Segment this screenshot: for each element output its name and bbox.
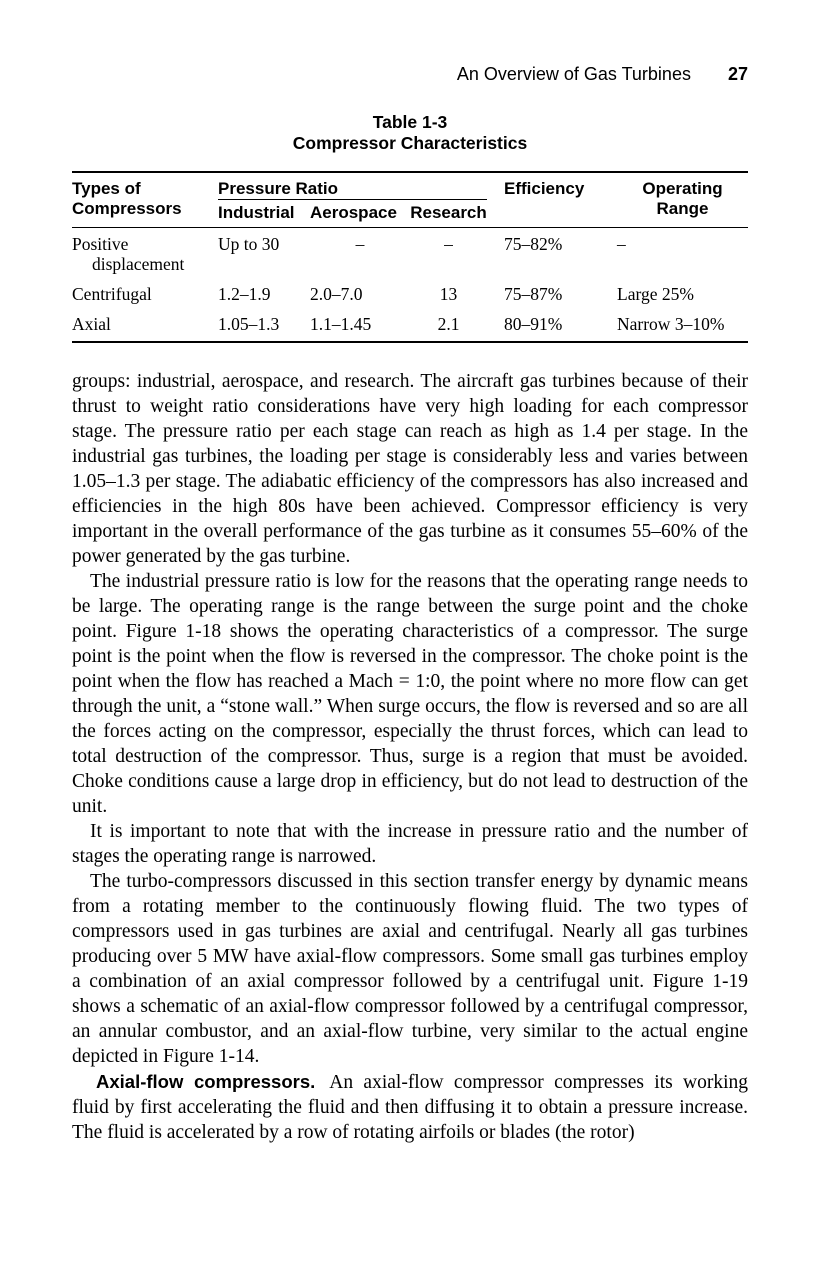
cell-operating-range: –	[617, 234, 626, 254]
cell-aerospace: 2.0–7.0	[310, 284, 363, 304]
cell-efficiency: 75–87%	[504, 284, 563, 304]
col-header-industrial: Industrial	[218, 200, 310, 228]
col-header-operating-line2: Range	[656, 199, 709, 218]
cell-industrial: Up to 30	[218, 234, 280, 254]
paragraph-axial-flow-compressors	[72, 1069, 748, 1145]
cell-type: Centrifugal	[72, 284, 152, 304]
body-text-block	[72, 369, 748, 1145]
cell-type-line2: displacement	[92, 254, 185, 274]
running-header-title: An Overview of Gas Turbines	[456, 64, 691, 84]
col-header-efficiency: Efficiency	[487, 172, 617, 228]
cell-aerospace: 1.1–1.45	[310, 314, 372, 334]
cell-type-line1: Positive	[72, 234, 129, 254]
table-row-axial	[72, 304, 748, 342]
cell-type: Axial	[72, 314, 111, 334]
col-header-types-of-compressors	[72, 172, 218, 228]
paragraph-turbo-compressors: The turbo-compressors discussed in this section transfer energy by dynamic means from a rotating member to the continuously flowing fluid. The two types of compressors used in gas turbines are axial and centrifugal. Nearly all gas turbines producing over 5 MW have axial-flow compressors. Some small gas turbines employ a combination of an axial compressor followed by a centrifugal unit. Figure 1-19 shows a schematic of an axial-flow compressor followed by a centrifugal compressor, an annular combustor, and an axial-flow turbine, very similar to the actual engine depicted in Figure 1-14.	[72, 871, 748, 1067]
col-header-operating-line1: Operating	[642, 179, 723, 198]
cell-industrial: 1.05–1.3	[218, 314, 280, 334]
cell-research: 2.1	[437, 314, 460, 334]
col-header-operating-range	[617, 172, 748, 228]
cell-operating-range: Narrow 3–10%	[617, 314, 725, 334]
paragraph-continuation: groups: industrial, aerospace, and research. The aircraft gas turbines because of their thrust to weight ratio considerations have very high loading for each compressor stage. The pressure ratio per each stage can reach as high as 1.4 per stage. In the industrial gas turbines, the loading per stage is considerably less and varies between 1.05–1.3 per stage. The adiabatic efficiency of the compressors has also increased and efficiencies in the high 80s have been achieved. Compressor efficiency is very important in the overall performance of the gas turbine as it consumes 55–60% of the power generated by the gas turbine.	[72, 371, 748, 567]
cell-research: 13	[439, 284, 458, 304]
col-group-header-pressure-ratio: Pressure Ratio	[218, 172, 487, 200]
col-header-research: Research	[410, 200, 487, 228]
table-number: Table 1-3	[372, 112, 448, 132]
cell-industrial: 1.2–1.9	[218, 284, 271, 304]
table-row-centrifugal	[72, 274, 748, 304]
compressor-characteristics-table	[72, 171, 748, 343]
paragraph-operating-range-note: It is important to note that with the increase in pressure ratio and the number of stages the operating range is narrowed.	[72, 821, 748, 867]
col-header-types-line1: Types of	[72, 179, 141, 198]
table-caption: Compressor Characteristics	[292, 133, 528, 153]
cell-efficiency: 80–91%	[504, 314, 563, 334]
table-header-row-1	[72, 172, 748, 200]
cell-type	[72, 228, 218, 275]
page-number: 27	[727, 64, 748, 84]
cell-efficiency: 75–82%	[504, 234, 563, 254]
table-title-block	[72, 112, 748, 154]
table-row-positive-displacement	[72, 228, 748, 275]
col-header-aerospace: Aerospace	[310, 200, 410, 228]
running-header	[72, 0, 748, 85]
cell-research: –	[444, 234, 453, 254]
paragraph-industrial-pressure-ratio: The industrial pressure ratio is low for the reasons that the operating range needs to be large. The operating range is the range between the surge point and the choke point. Figure 1-18 shows the operating characteristics of a compressor. The surge point is the point when the flow is reversed in the compressor. The choke point is the point when the flow has reached a Mach = 1:0, the point where no more flow can get through the unit, a “stone wall.” When surge occurs, the flow is reversed and so are all the forces acting on the compressor, especially the thrust forces, which can lead to total destruction of the compressor. Thus, surge is a region that must be avoided. Choke conditions cause a large drop in efficiency, but do not lead to destruction of the unit.	[72, 571, 748, 817]
section-heading: Axial-flow compressors.	[96, 1071, 316, 1092]
cell-aerospace: –	[355, 234, 365, 254]
section-text: An axial-flow compressor compresses its working fluid by first accelerating the fluid and then diffusing it to obtain a pressure increase. The fluid is accelerated by a row of rotating airfoils or blades (the rotor)	[72, 1072, 748, 1143]
cell-operating-range: Large 25%	[617, 284, 694, 304]
col-header-types-line2: Compressors	[72, 199, 182, 218]
